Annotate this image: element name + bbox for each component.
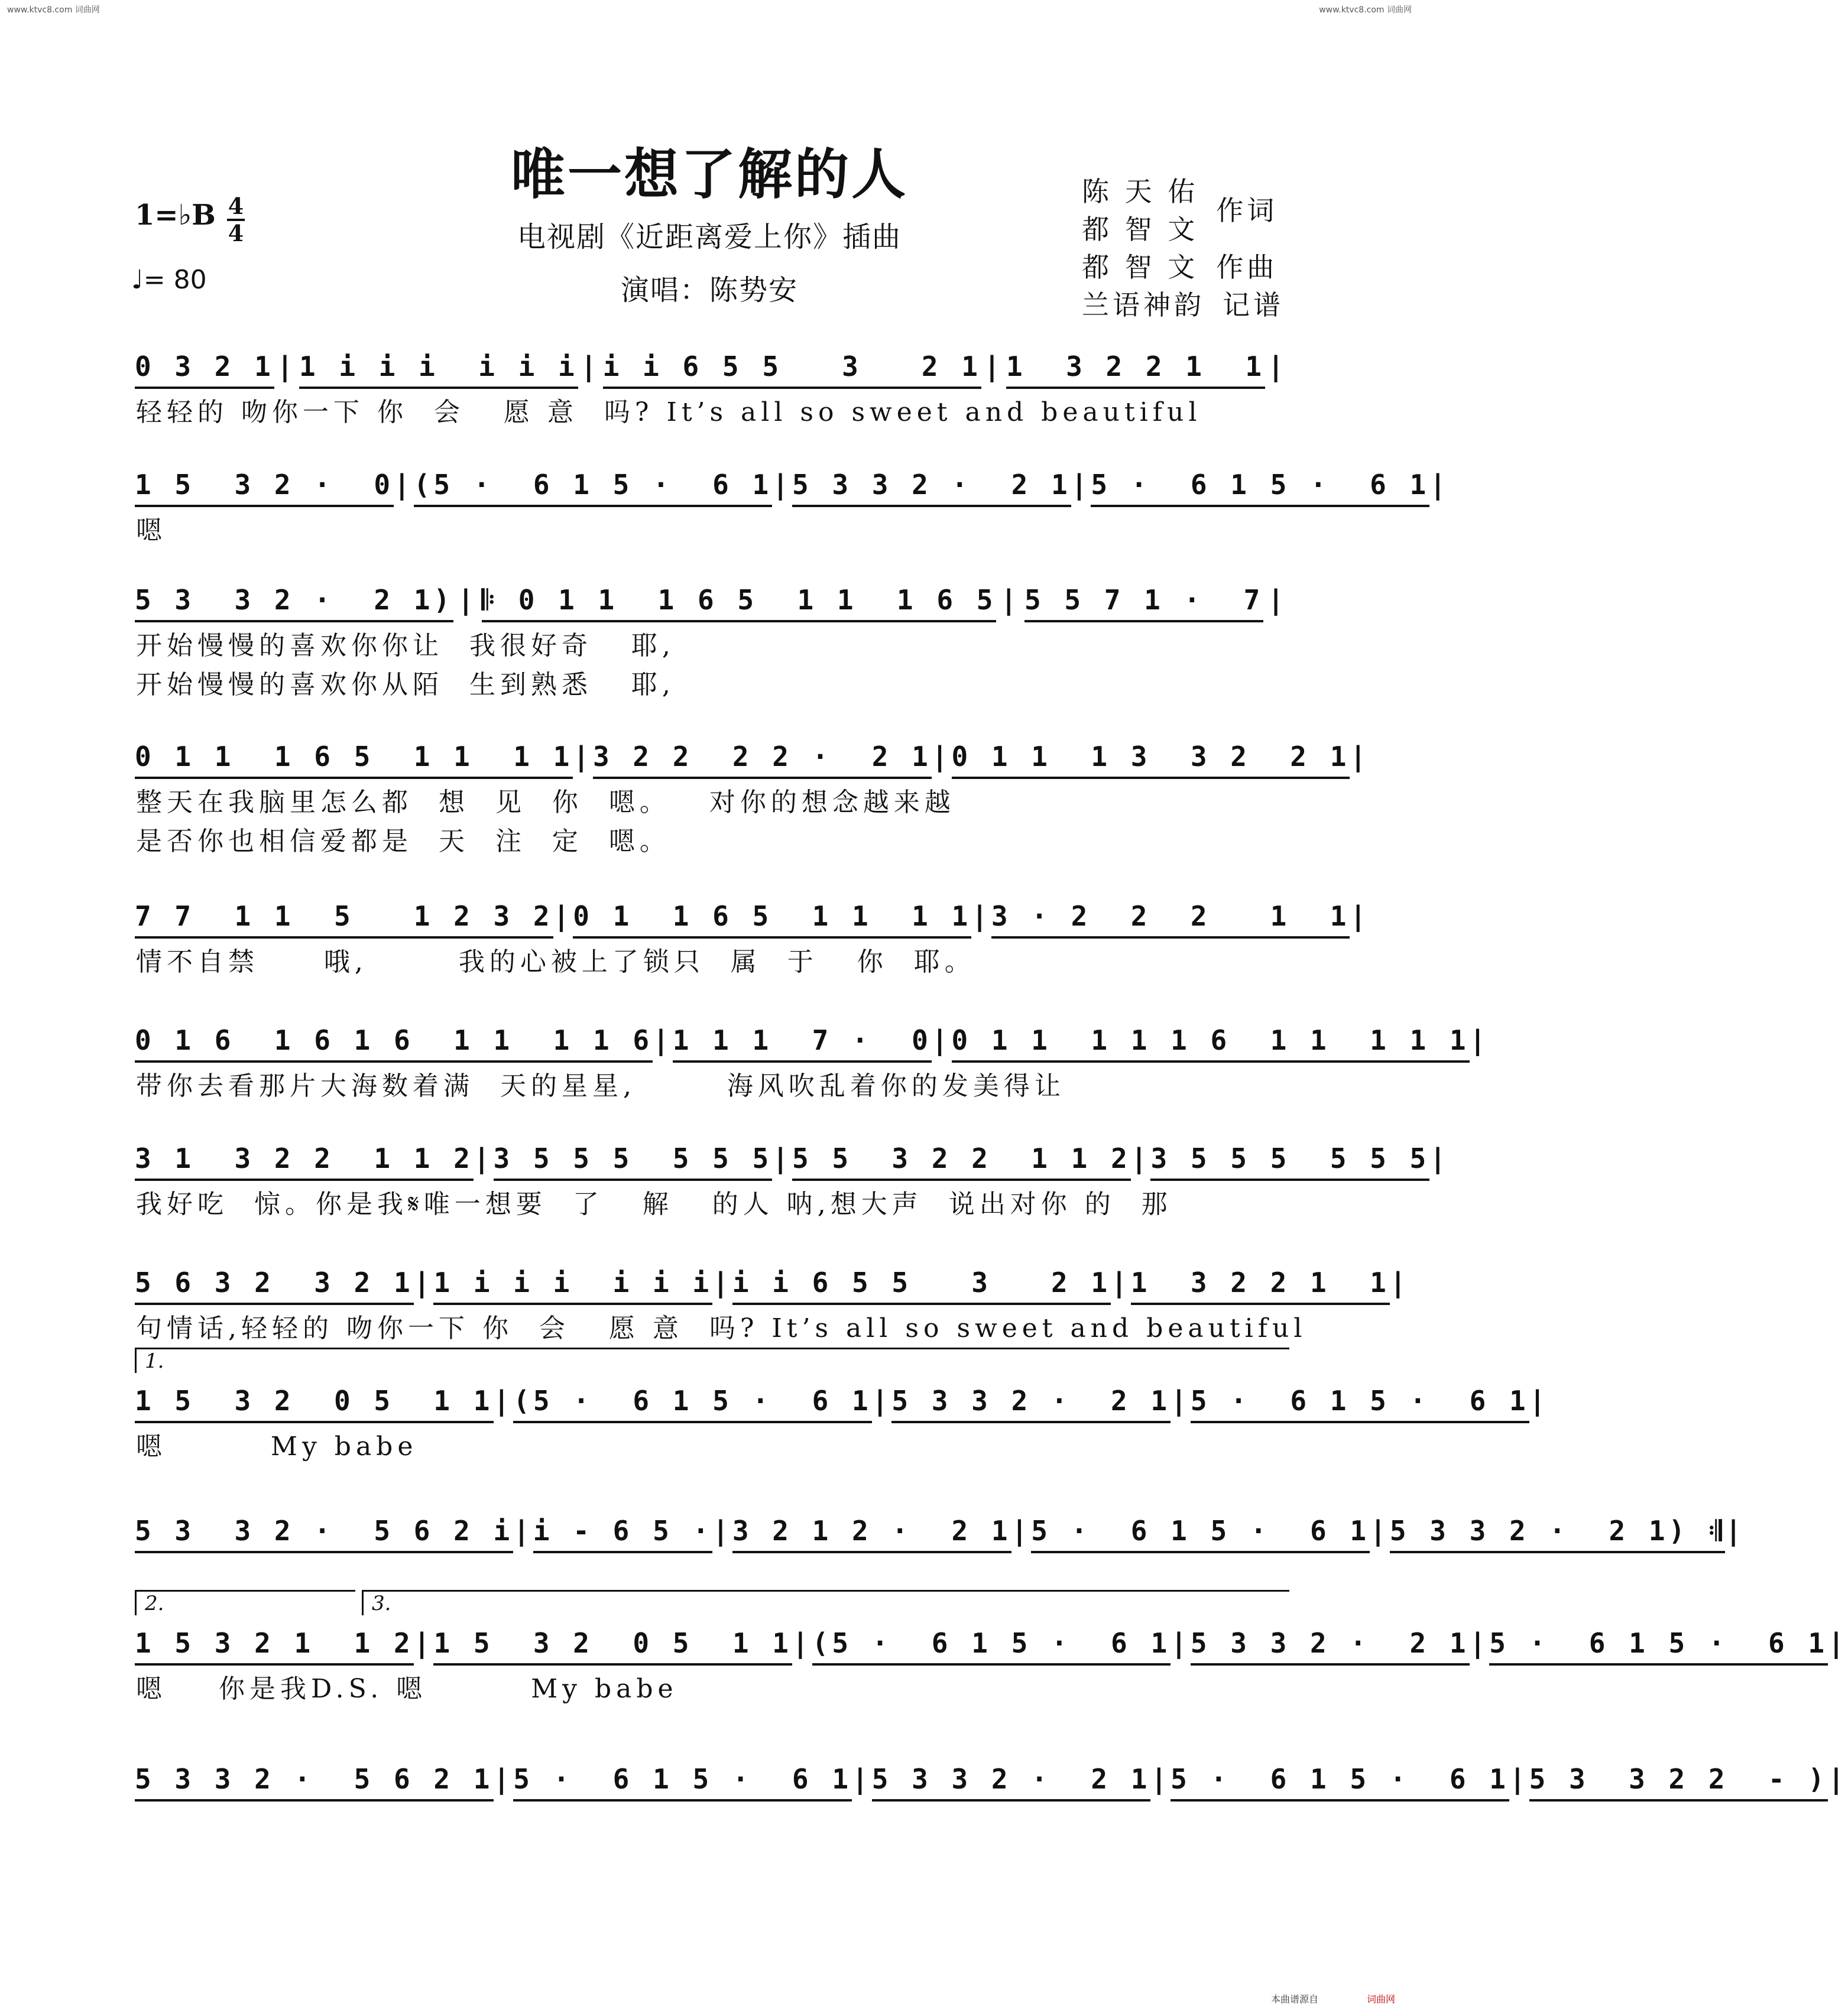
- barline: |: [1509, 1763, 1529, 1795]
- notation-line: [135, 739, 1370, 779]
- measure: 3 · 2 2 2 1 1: [991, 898, 1350, 939]
- transcriber-role: 记谱: [1223, 289, 1284, 321]
- barline: |: [931, 741, 952, 772]
- lyricist-2: 都 智 文: [1082, 213, 1199, 245]
- barline: |: [653, 1024, 673, 1056]
- lyric-line: [136, 629, 1289, 663]
- measure: 5 · 6 1 5 · 6 1: [1171, 1761, 1509, 1801]
- barline: |: [1389, 1267, 1410, 1299]
- measure: 0 1 1 6 5 1 1 1 1: [573, 898, 971, 939]
- measure: 5 · 6 1 5 · 6 1: [1091, 467, 1429, 507]
- measure: 𝄆 0 1 1 1 6 5 1 1 1 6 5: [482, 582, 997, 622]
- singer-credit: 演唱：陈势安: [620, 274, 798, 307]
- barline: |: [493, 1763, 514, 1795]
- notation-line: [135, 1383, 1549, 1423]
- notation-line: [135, 467, 1450, 507]
- barline: |: [772, 469, 792, 501]
- time-signature: [227, 195, 245, 245]
- volta-bracket: [135, 1348, 1289, 1373]
- key-signature: 1=♭B: [135, 199, 216, 232]
- measure: (5 · 6 1 5 · 6 1: [513, 1383, 872, 1423]
- measure: 1 i i i i i i: [433, 1265, 712, 1305]
- barline: |: [1828, 1763, 1848, 1795]
- barline: |: [792, 1627, 812, 1659]
- measure: 1 1 1 7 · 0: [673, 1023, 932, 1063]
- barline: |: [772, 1142, 792, 1174]
- notation-line: [135, 898, 1370, 939]
- footer-source: 本曲谱源自: [1270, 1994, 1318, 2005]
- lyric-text: 开始慢慢的喜欢你从陌 生到熟悉 耶,: [136, 670, 675, 700]
- barline: |: [712, 1515, 732, 1547]
- measure: 1 3 2 2 1 1: [1006, 349, 1265, 389]
- barline: |: [1828, 1627, 1848, 1659]
- measure: 5 · 6 1 5 · 6 1: [1489, 1625, 1828, 1666]
- lyric-line: [136, 668, 1289, 702]
- measure: i i 6 5 5 3 2 1: [603, 349, 981, 389]
- composer-name: 都 智 文: [1082, 251, 1199, 283]
- credits-block: [1082, 173, 1284, 324]
- barline: |: [473, 1142, 494, 1174]
- measure: 5 3 3 2 · 2 1: [792, 467, 1071, 507]
- notation-line: [135, 1265, 1410, 1305]
- barline: |: [493, 1385, 514, 1417]
- lyric-line: [136, 1070, 1289, 1103]
- measure: 0 1 6 1 6 1 6 1 1 1 1 6: [135, 1023, 653, 1063]
- barline: |: [1000, 584, 1021, 616]
- measure: 3 2 2 2 2 · 2 1: [593, 739, 932, 779]
- lyric-line: [136, 786, 1289, 819]
- barline: |: [852, 1763, 872, 1795]
- lyric-text: 句情话,轻轻的 吻你一下 你 会 愿 意 吗? It’s all so sweet and beautiful: [136, 1313, 1307, 1343]
- top-right-watermark: www.ktvc8.com 词曲网: [1319, 5, 1412, 15]
- lyric-line: [136, 1673, 1289, 1706]
- measure: 1 i i i i i i: [299, 349, 578, 389]
- notation-line: [135, 349, 1288, 389]
- notation-line: [135, 1625, 1848, 1666]
- transcriber-name: 兰语神韵: [1082, 289, 1205, 321]
- barline: |: [580, 350, 601, 382]
- barline: |: [1011, 1515, 1032, 1547]
- notation-line: [135, 1761, 1848, 1801]
- measure: 5 3 3 2 2 - ): [1529, 1761, 1828, 1801]
- barline: |: [1370, 1515, 1390, 1547]
- lyric-text: 嗯 My babe: [136, 1432, 418, 1462]
- measure: 0 1 1 1 1 1 6 1 1 1 1 1: [952, 1023, 1470, 1063]
- barline: |: [1171, 1627, 1191, 1659]
- barline: |: [1071, 469, 1091, 501]
- measure: 5 5 7 1 · 7: [1024, 582, 1263, 622]
- barline: |: [513, 1515, 533, 1547]
- barline: |: [1469, 1627, 1490, 1659]
- measure: 1 5 3 2 0 5 1 1: [433, 1625, 792, 1666]
- barline: |: [1350, 900, 1370, 932]
- footer-site: 词曲网: [1366, 1994, 1395, 2005]
- barline: |: [1130, 1142, 1151, 1174]
- lyric-line: [136, 1312, 1307, 1345]
- measure: 3 2 1 2 · 2 1: [732, 1513, 1011, 1553]
- song-subtitle: 电视剧《近距离爱上你》插曲: [517, 220, 902, 254]
- barline: |: [712, 1267, 732, 1299]
- measure: 1 5 3 2 1 1 2: [135, 1625, 414, 1666]
- measure: 5 3 3 2 · 2 1: [872, 1761, 1151, 1801]
- barline: |: [984, 350, 1004, 382]
- measure: 5 6 3 2 3 2 1: [135, 1265, 414, 1305]
- measure: 7 7 1 1 5 1 2 3 2: [135, 898, 553, 939]
- lyric-line: [136, 1430, 1289, 1463]
- barline: |: [1429, 1142, 1450, 1174]
- volta-bracket-3: [362, 1590, 1289, 1615]
- measure: i i 6 5 5 3 2 1: [732, 1265, 1111, 1305]
- measure: 1 5 3 2 · 0: [135, 467, 394, 507]
- measure: 5 5 3 2 2 1 1 2: [792, 1141, 1131, 1181]
- measure: 5 3 3 2 · 2 1) 𝄇: [1390, 1513, 1725, 1553]
- barline: |: [1725, 1515, 1745, 1547]
- tempo-marking: ♩= 80: [131, 265, 207, 295]
- barline: |: [1529, 1385, 1549, 1417]
- measure: 5 3 3 2 · 5 6 2 i: [135, 1513, 513, 1553]
- measure: 5 · 6 1 5 · 6 1: [1191, 1383, 1529, 1423]
- notation-line: [135, 1141, 1450, 1181]
- measure: (5 · 6 1 5 · 6 1: [812, 1625, 1171, 1666]
- barline: |: [553, 900, 573, 932]
- lyric-text: 情不自禁 哦, 我的心被上了锁只 属 于 你 耶。: [136, 947, 975, 977]
- barline: |: [1429, 469, 1450, 501]
- measure: 1 5 3 2 0 5 1 1: [135, 1383, 494, 1423]
- measure: 5 · 6 1 5 · 6 1: [1031, 1513, 1370, 1553]
- barline: |: [971, 900, 991, 932]
- lyric-text: 我好吃 惊。你是我𝄋唯一想要 了 解 的人 呐,想大声 说出对你 的 那: [136, 1189, 1172, 1219]
- barline: |: [1267, 350, 1288, 382]
- lyric-text: 嗯: [136, 515, 167, 546]
- barline: |: [1267, 584, 1288, 616]
- measure: 5 3 3 2 · 2 1: [891, 1383, 1171, 1423]
- notation-line: [135, 582, 1288, 622]
- measure: 5 3 3 2 · 2 1: [1191, 1625, 1470, 1666]
- measure: 5 3 3 2 · 2 1): [135, 582, 453, 622]
- lyric-text: 带你去看那片大海数着满 天的星星, 海风吹乱着你的发美得让: [136, 1071, 1065, 1101]
- barline: |: [931, 1024, 952, 1056]
- barline: |: [573, 741, 593, 772]
- measure: 1 3 2 2 1 1: [1131, 1265, 1390, 1305]
- song-title: 唯一想了解的人: [510, 142, 908, 206]
- measure: 0 1 1 1 6 5 1 1 1 1: [135, 739, 573, 779]
- lyric-line: [136, 1188, 1289, 1221]
- barline: |: [871, 1385, 892, 1417]
- measure: 0 3 2 1: [135, 349, 274, 389]
- volta-label-3: 3.: [372, 1592, 391, 1615]
- barline: |: [277, 350, 297, 382]
- measure: (5 · 6 1 5 · 6 1: [414, 467, 773, 507]
- composer-role: 作曲: [1216, 251, 1278, 283]
- barline: |: [1350, 741, 1370, 772]
- barline: |: [1150, 1763, 1171, 1795]
- volta-bracket: [135, 1590, 355, 1615]
- lyric-text: 开始慢慢的喜欢你你让 我很好奇 耶,: [136, 631, 675, 661]
- lyric-text: 是否你也相信爱都是 天 注 定 嗯。: [136, 826, 670, 856]
- measure: 3 5 5 5 5 5 5: [494, 1141, 773, 1181]
- measure: 3 5 5 5 5 5 5: [1150, 1141, 1429, 1181]
- barline: |: [394, 469, 414, 501]
- time-signature-bottom: 4: [228, 220, 244, 246]
- notation-line: [135, 1513, 1745, 1553]
- barline: |: [1111, 1267, 1131, 1299]
- barline: |: [413, 1627, 434, 1659]
- barline: |: [413, 1267, 434, 1299]
- lyric-line: [136, 825, 1289, 858]
- lyricist-1: 陈 天 佑: [1082, 176, 1199, 207]
- measure: i - 6 5 ·: [533, 1513, 712, 1553]
- lyric-line: [136, 946, 1289, 979]
- measure: 5 3 3 2 · 5 6 2 1: [135, 1761, 494, 1801]
- barline: |: [458, 584, 478, 616]
- barline: |: [1171, 1385, 1191, 1417]
- notation-line: [135, 1023, 1490, 1063]
- volta-label: 1.: [145, 1349, 164, 1373]
- lyric-text: 轻轻的 吻你一下 你 会 愿 意 吗? It’s all so sweet and beautiful: [136, 397, 1202, 427]
- measure: 3 1 3 2 2 1 1 2: [135, 1141, 474, 1181]
- lyric-line: [136, 396, 1289, 429]
- lyricist-role: 作词: [1216, 194, 1278, 226]
- lyric-text: 整天在我脑里怎么都 想 见 你 嗯。 对你的想念越来越: [136, 787, 955, 817]
- measure: 5 · 6 1 5 · 6 1: [513, 1761, 852, 1801]
- barline: |: [1469, 1024, 1490, 1056]
- measure: 0 1 1 1 3 3 2 2 1: [952, 739, 1350, 779]
- lyric-text: 嗯 你是我D.S. 嗯 My babe: [136, 1674, 678, 1704]
- volta-label: 2.: [145, 1592, 164, 1615]
- time-signature-top: 4: [228, 193, 244, 219]
- lyric-line: [136, 514, 1289, 547]
- top-left-watermark: www.ktvc8.com 词曲网: [7, 5, 100, 15]
